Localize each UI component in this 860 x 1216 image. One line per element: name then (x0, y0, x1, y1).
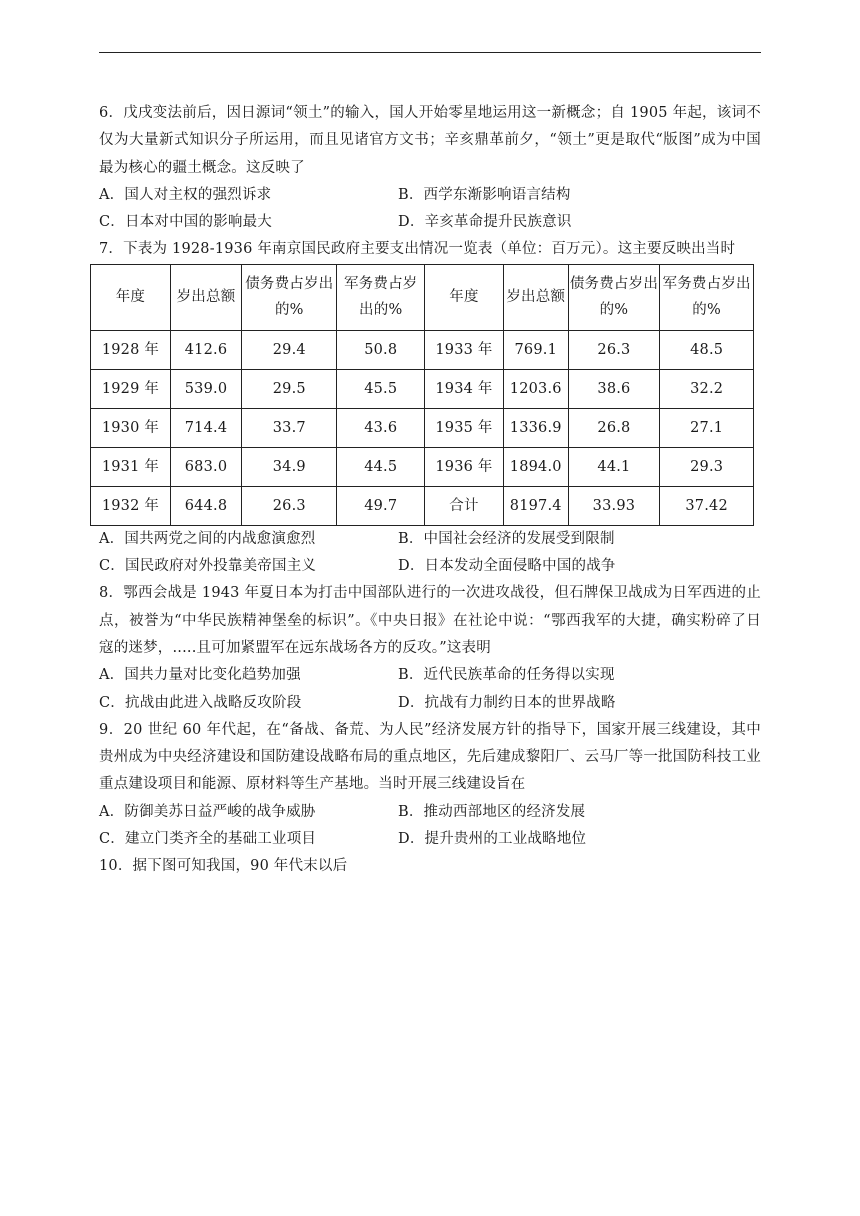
table-cell: 644.8 (170, 486, 241, 525)
question-6-stem: 6．戊戌变法前后，因日源词“领土”的输入，国人开始零星地运用这一新概念；自 1905 年起，该词不仅为大量新式知识分子所运用，而且见诸官方文书；辛亥鼎革前夕，“领土”更是取代“版图”成为中国最为核心的疆土概念。这反映了 (99, 105, 761, 176)
table-cell: 27.1 (660, 408, 754, 447)
question-7-stem: 7．下表为 1928-1936 年南京国民政府主要支出情况一览表（单位：百万元）。这主要反映出当时 (99, 241, 736, 258)
table-cell: 33.93 (568, 486, 660, 525)
question-9-options-row-2 (99, 826, 761, 853)
option-b: B．中国社会经济的发展受到限制 (398, 530, 615, 547)
option-d: D．日本发动全面侵略中国的战争 (398, 558, 616, 575)
question-8-options-row-2 (99, 690, 761, 717)
option-d: D．提升贵州的工业战略地位 (398, 831, 587, 848)
table-cell: 769.1 (503, 330, 568, 369)
table-cell: 26.3 (242, 486, 337, 525)
table-cell: 539.0 (170, 369, 241, 408)
question-10-stem: 10．据下图可知我国，90 年代末以后 (99, 858, 348, 875)
table-cell: 8197.4 (503, 486, 568, 525)
table-row (91, 447, 754, 486)
table-cell: 1934 年 (425, 369, 504, 408)
table-cell: 1203.6 (503, 369, 568, 408)
table-cell: 683.0 (170, 447, 241, 486)
table-header-cell: 债务费占岁出的% (242, 264, 337, 330)
table-cell: 412.6 (170, 330, 241, 369)
option-a: A．国共力量对比变化趋势加强 (99, 667, 301, 684)
table-header-cell: 岁出总额 (170, 264, 241, 330)
table-cell: 45.5 (337, 369, 425, 408)
table-cell: 33.7 (242, 408, 337, 447)
table-cell: 37.42 (660, 486, 754, 525)
table-row (91, 486, 754, 525)
table-row (91, 369, 754, 408)
table-cell: 1929 年 (91, 369, 171, 408)
table-row (91, 330, 754, 369)
table-row (91, 408, 754, 447)
option-c: C．建立门类齐全的基础工业项目 (99, 831, 317, 848)
option-a: A．国共两党之间的内战愈演愈烈 (99, 530, 316, 547)
table-header-cell: 军务费占岁出的% (337, 264, 425, 330)
table-cell: 1936 年 (425, 447, 504, 486)
question-8-options-row-1 (99, 662, 761, 689)
option-d: D．抗战有力制约日本的世界战略 (398, 694, 616, 711)
table-cell: 1928 年 (91, 330, 171, 369)
option-a: A．防御美苏日益严峻的战争威胁 (99, 803, 316, 820)
table-cell: 44.5 (337, 447, 425, 486)
table-cell: 1932 年 (91, 486, 171, 525)
question-9-options-row-1 (99, 799, 761, 826)
table-cell: 49.7 (337, 486, 425, 525)
table-cell: 1935 年 (425, 408, 504, 447)
question-9-stem: 9．20 世纪 60 年代起，在“备战、备荒、为人民”经济发展方针的指导下，国家开展三线建设，其中贵州成为中央经济建设和国防建设战略布局的重点地区，先后建成黎阳厂、云马厂等一批国防科技工业重点建设项目和能源、原材料等生产基地。当时开展三线建设旨在 (99, 721, 761, 793)
table-cell: 1930 年 (91, 408, 171, 447)
table-cell: 1933 年 (425, 330, 504, 369)
table-cell: 714.4 (170, 408, 241, 447)
question-8-stem: 8．鄂西会战是 1943 年夏日本为打击中国部队进行的一次进攻战役，但石牌保卫战成为日军西进的止点，被誉为“中华民族精神堡垒的标识”。《中央日报》在社论中说：“鄂西我军的大捷，确实粉碎了日寇的迷梦，.....且可加紧盟军在远东战场各方的反攻。”这表明 (99, 585, 761, 656)
header-rule (99, 52, 761, 53)
table-cell: 29.5 (242, 369, 337, 408)
table-cell: 1336.9 (503, 408, 568, 447)
table-cell: 1931 年 (91, 447, 171, 486)
table-header-row (91, 264, 754, 330)
option-b: B．近代民族革命的任务得以实现 (398, 667, 615, 684)
table-cell: 1894.0 (503, 447, 568, 486)
option-c: C．抗战由此进入战略反攻阶段 (99, 694, 302, 711)
option-b: B．西学东渐影响语言结构 (398, 186, 571, 203)
question-6-options-row-1 (99, 182, 761, 209)
table-cell: 50.8 (337, 330, 425, 369)
table-cell: 43.6 (337, 408, 425, 447)
table-header-cell: 岁出总额 (503, 264, 568, 330)
table-cell: 34.9 (242, 447, 337, 486)
expenditure-table (90, 264, 754, 526)
option-b: B．推动西部地区的经济发展 (398, 803, 586, 820)
option-d: D．辛亥革命提升民族意识 (398, 214, 572, 231)
table-cell: 38.6 (568, 369, 660, 408)
table-cell: 合计 (425, 486, 504, 525)
question-6-options-row-2 (99, 209, 761, 236)
table-header-cell: 军务费占岁出的% (660, 264, 754, 330)
table-cell: 48.5 (660, 330, 754, 369)
option-c: C．日本对中国的影响最大 (99, 214, 272, 231)
table-header-cell: 年度 (91, 264, 171, 330)
table-cell: 44.1 (568, 447, 660, 486)
table-cell: 29.4 (242, 330, 337, 369)
exam-content (99, 100, 761, 881)
table-header-cell: 债务费占岁出的% (568, 264, 660, 330)
table-header-cell: 年度 (425, 264, 504, 330)
table-cell: 26.3 (568, 330, 660, 369)
option-c: C．国民政府对外投靠美帝国主义 (99, 558, 317, 575)
option-a: A．国人对主权的强烈诉求 (99, 186, 272, 203)
question-7-options-row-1 (99, 526, 761, 553)
question-7-options-row-2 (99, 553, 761, 580)
table-cell: 26.8 (568, 408, 660, 447)
table-cell: 32.2 (660, 369, 754, 408)
table-cell: 29.3 (660, 447, 754, 486)
